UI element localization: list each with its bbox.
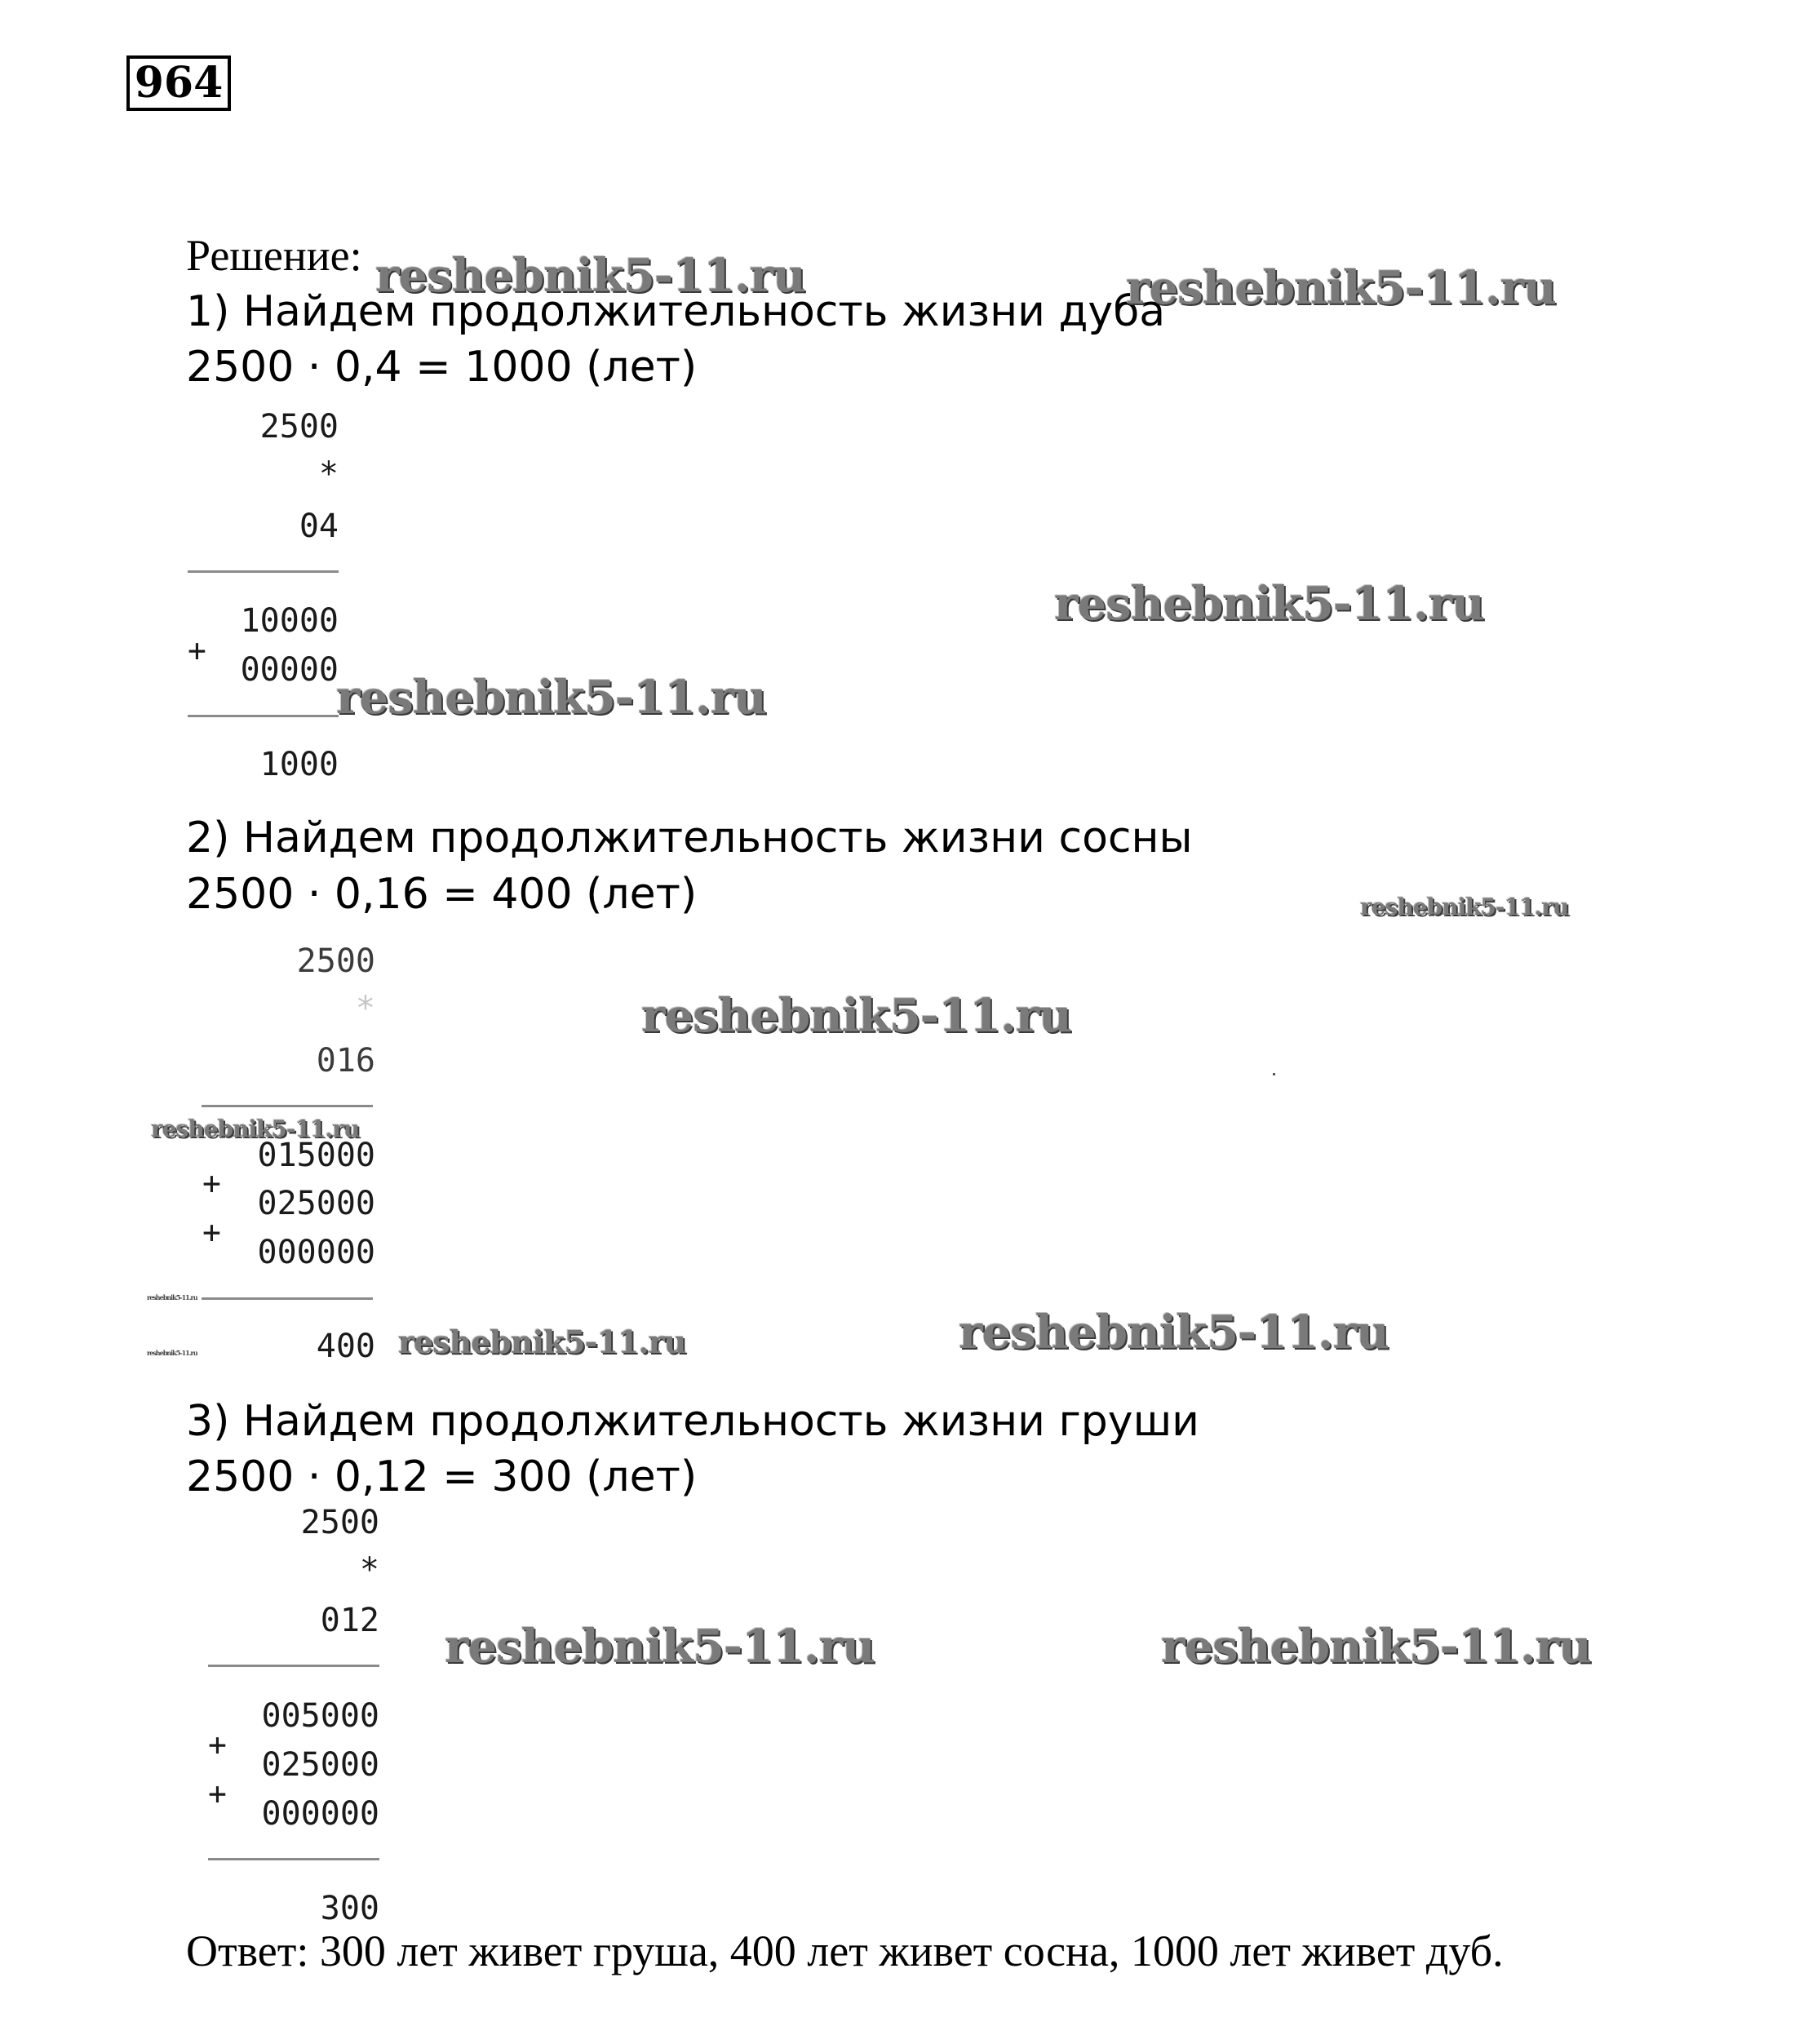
- step-3-rule-top: [208, 1665, 379, 1667]
- watermark: reshebnik5-11.ru: [147, 1349, 197, 1357]
- step-1-partial-2: 00000: [240, 651, 339, 689]
- step-2-plus-sign-1: +: [202, 1165, 221, 1201]
- step-2-partial-2: 025000: [257, 1185, 375, 1222]
- step-2-rule-top: [202, 1105, 373, 1107]
- step-2-rule-bottom: [202, 1297, 373, 1300]
- step-3-rule-bottom: [208, 1858, 379, 1860]
- step-3-plus-sign-2: +: [208, 1776, 227, 1811]
- step-3-plus-sign-1: +: [208, 1727, 227, 1762]
- step-3-multiply-sign: *: [359, 1551, 379, 1589]
- step-2-multiplier: 016: [316, 1042, 375, 1080]
- watermark: reshebnik5-11.ru: [398, 1324, 686, 1360]
- step-2-heading: 2) Найдем продолжительность жизни сосны: [186, 814, 1193, 862]
- step-1-rule-top: [188, 570, 339, 573]
- step-2-partial-1: 015000: [257, 1137, 375, 1174]
- watermark: reshebnik5-11.ru: [1054, 577, 1484, 631]
- step-2-multiplicand: 2500: [296, 942, 375, 980]
- watermark: reshebnik5-11.ru: [147, 1293, 197, 1301]
- step-1-multiplier: 04: [299, 508, 339, 545]
- step-2-result: 400: [316, 1328, 375, 1365]
- step-3-partial-3: 000000: [261, 1795, 379, 1833]
- watermark: reshebnik5-11.ru: [445, 1620, 875, 1674]
- step-1-plus-sign: +: [188, 632, 206, 668]
- watermark: reshebnik5-11.ru: [375, 249, 805, 303]
- step-1-multiplicand: 2500: [259, 408, 339, 446]
- step-1-result: 1000: [259, 746, 339, 783]
- scan-speck: [1273, 1073, 1275, 1075]
- step-3-multiplier: 012: [320, 1602, 379, 1639]
- watermark: reshebnik5-11.ru: [959, 1306, 1389, 1359]
- step-1-rule-bottom: [188, 715, 339, 717]
- step-3-partial-2: 025000: [261, 1746, 379, 1784]
- step-3-multiplicand: 2500: [300, 1504, 379, 1541]
- step-2-multiply-sign: *: [355, 990, 375, 1027]
- watermark: reshebnik5-11.ru: [1126, 261, 1556, 315]
- step-3-result: 300: [320, 1890, 379, 1927]
- watermark: reshebnik5-11.ru: [641, 989, 1071, 1043]
- step-1-partial-1: 10000: [240, 602, 339, 640]
- step-1-heading: 1) Найдем продолжительность жизни дуба: [186, 287, 1166, 336]
- watermark: reshebnik5-11.ru: [1360, 893, 1569, 920]
- step-3-equation: 2500 · 0,12 = 300 (лет): [186, 1452, 698, 1501]
- watermark: reshebnik5-11.ru: [336, 671, 766, 725]
- problem-number: 964: [126, 55, 231, 111]
- step-3-heading: 3) Найдем продолжительность жизни груши: [186, 1397, 1199, 1446]
- step-2-partial-3: 000000: [257, 1234, 375, 1271]
- step-1-equation: 2500 · 0,4 = 1000 (лет): [186, 343, 698, 392]
- step-3-partial-1: 005000: [261, 1697, 379, 1735]
- step-2-equation: 2500 · 0,16 = 400 (лет): [186, 870, 698, 919]
- step-1-multiply-sign: *: [318, 455, 339, 493]
- answer-text: Ответ: 300 лет живет груша, 400 лет живет сосна, 1000 лет живет дуб.: [186, 1927, 1504, 1975]
- watermark: reshebnik5-11.ru: [151, 1115, 360, 1142]
- watermark: reshebnik5-11.ru: [1161, 1620, 1591, 1674]
- step-2-plus-sign-2: +: [202, 1214, 221, 1250]
- solution-label: Решение:: [186, 231, 362, 280]
